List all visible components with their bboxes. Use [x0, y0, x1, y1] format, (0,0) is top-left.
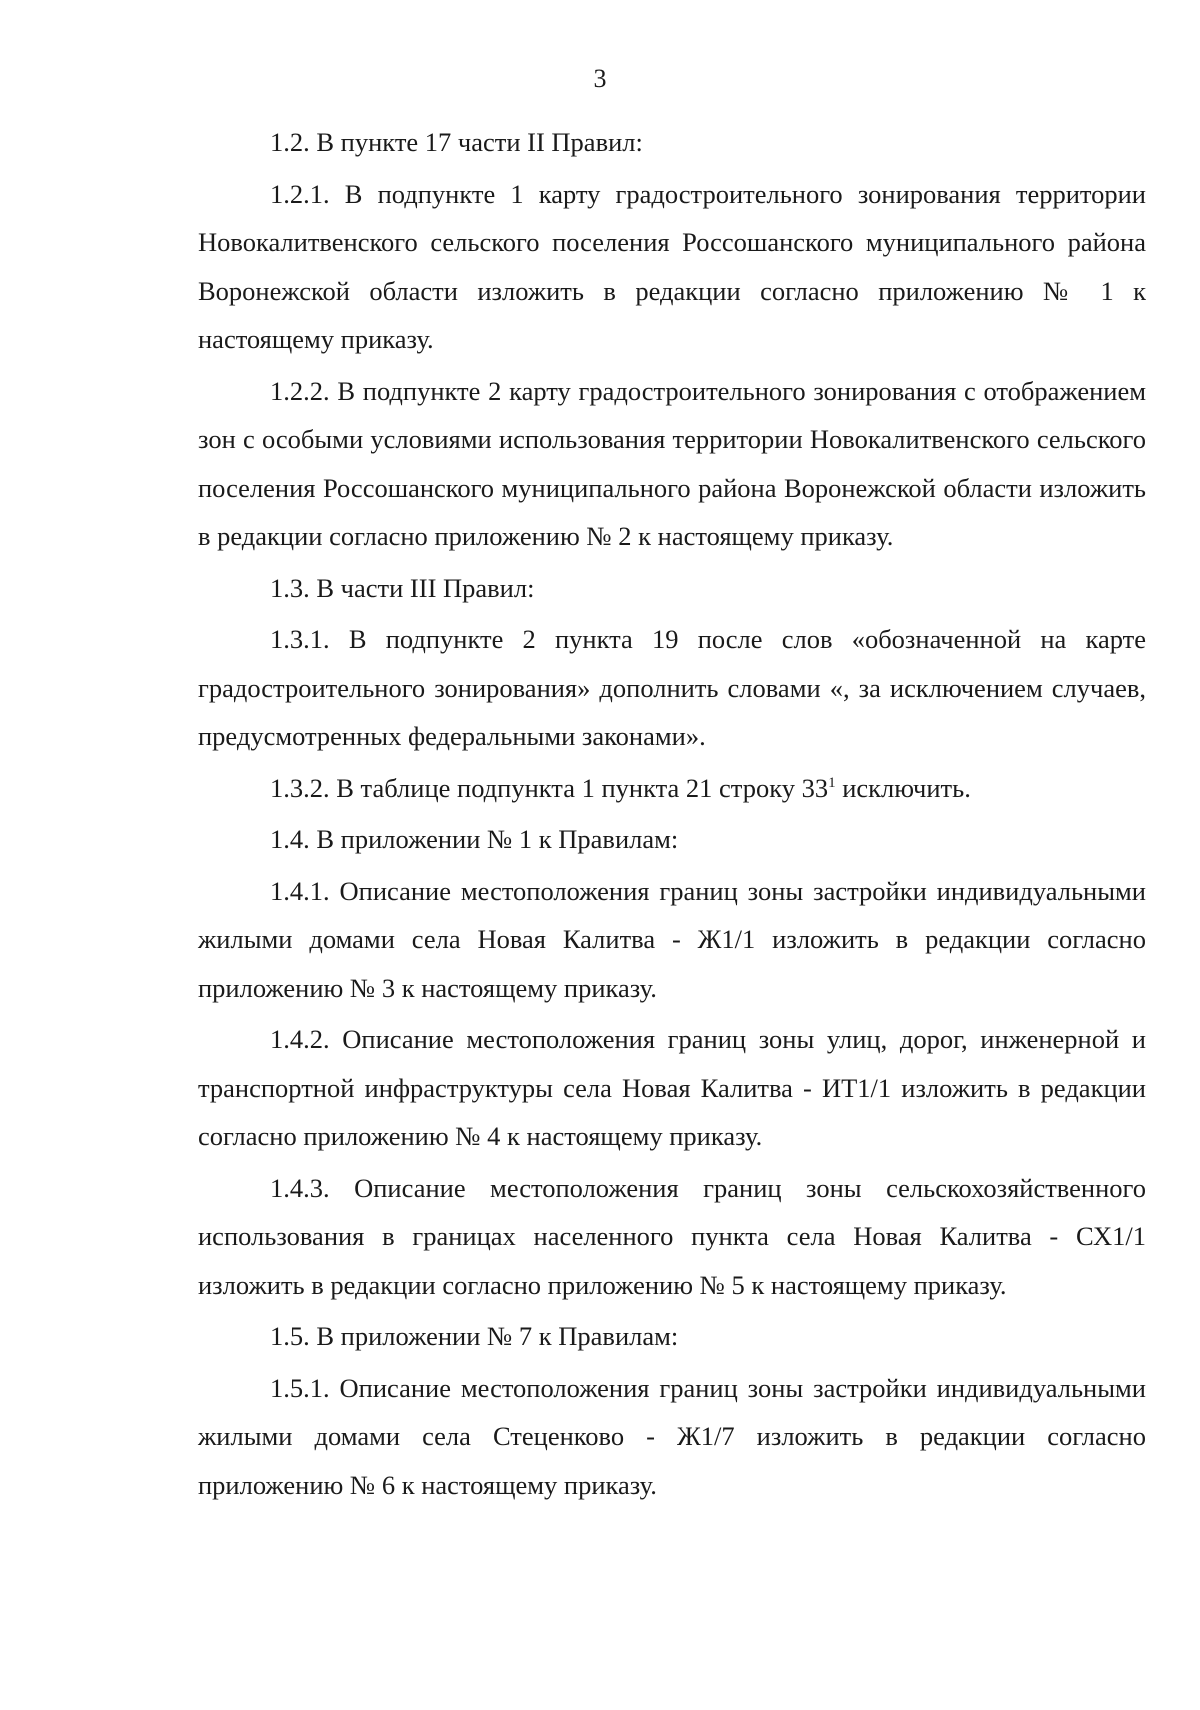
paragraph-1-3-1: 1.3.1. В подпункте 2 пункта 19 после слов «обозначенной на карте градостроительного зонирования» дополнить словами «, за исключением случаев, предусмотренных федеральными законами».: [198, 624, 1146, 751]
paragraph-1-5-1: 1.5.1. Описание местоположения границ зоны застройки индивидуальными жилыми домами села Стеценково - Ж1/7 изложить в редакции согласно приложению № 6 к настоящему приказу.: [198, 1372, 1146, 1500]
paragraph-1-2: 1.2. В пункте 17 части II Правил:: [270, 127, 643, 157]
document-body: [198, 118, 1146, 1512]
paragraph-1-5: 1.5. В приложении № 7 к Правилам:: [270, 1321, 679, 1351]
paragraph-1-3: 1.3. В части III Правил:: [270, 572, 535, 603]
page-number: 3: [593, 64, 607, 93]
paragraph-1-3-2-text: 1.3.2. В таблице подпункта 1 пункта 21 строку 33: [270, 772, 829, 803]
paragraph-1-4-3: 1.4.3. Описание местоположения границ зоны сельскохозяйственного использования в границах населенного пункта села Новая Калитва - СХ1/1 изложить в редакции согласно приложению № 5 к настоящему приказу.: [198, 1172, 1146, 1300]
paragraph-1-4: 1.4. В приложении № 1 к Правилам:: [270, 824, 679, 854]
superscript-mark: 1: [828, 774, 836, 791]
paragraph-1-4-2: 1.4.2. Описание местоположения границ зоны улиц, дорог, инженерной и транспортной инфраструктуры села Новая Калитва - ИТ1/1 изложить в редакции согласно приложению № 4 к настоящему приказу.: [198, 1024, 1146, 1151]
paragraph-1-4-1: 1.4.1. Описание местоположения границ зоны застройки индивидуальными жилыми домами села Новая Калитва - Ж1/1 изложить в редакции согласно приложению № 3 к настоящему приказу.: [198, 875, 1146, 1003]
paragraph-1-3-2-tail: исключить.: [835, 772, 971, 803]
paragraph-1-3-2: [198, 764, 1146, 813]
paragraph-1-2-1: 1.2.1. В подпункте 1 карту градостроительного зонирования территории Новокалитвенского сельского поселения Россошанского муниципального района Воронежской области изложить в редакции согласно приложению № 1 к настоящему приказу.: [198, 178, 1146, 354]
paragraph-1-2-2: 1.2.2. В подпункте 2 карту градостроительного зонирования с отображением зон с особыми условиями использования территории Новокалитвенского сельского поселения Россошанского муниципального района Воронежской области изложить в редакции согласно приложению № 2 к настоящему приказу.: [198, 375, 1146, 551]
